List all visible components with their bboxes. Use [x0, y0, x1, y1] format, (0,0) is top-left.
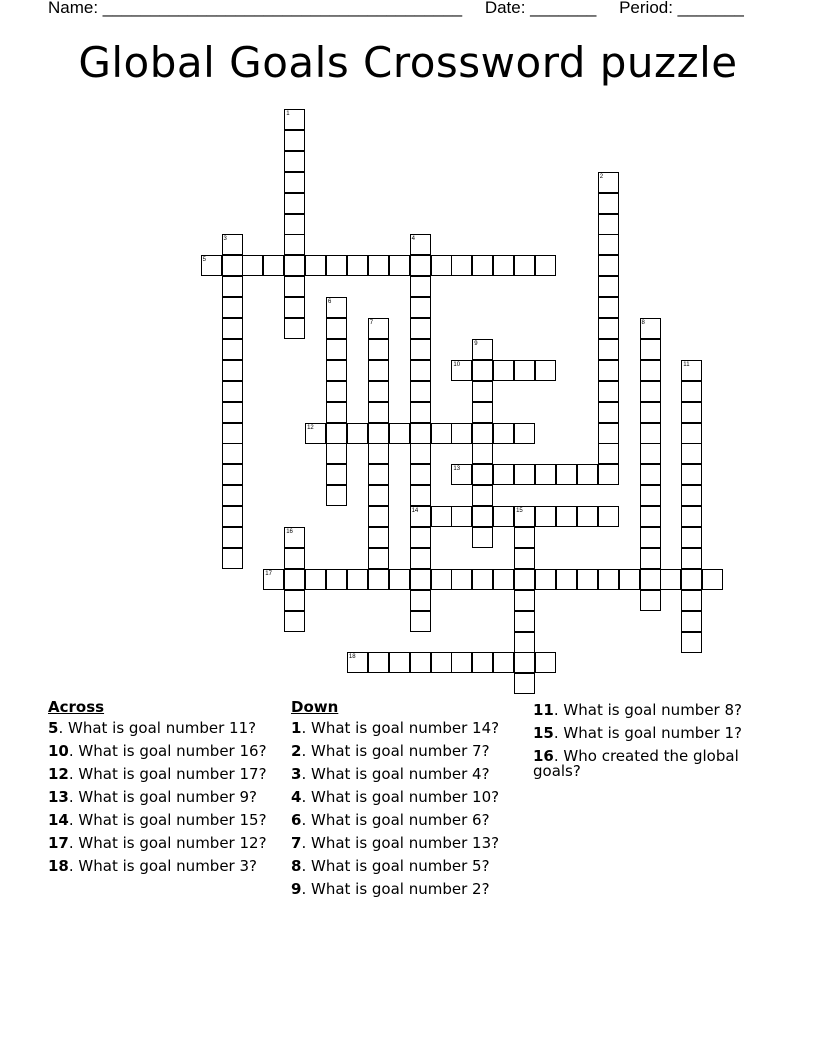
clue-number: 14 — [48, 811, 69, 829]
clue-number: 4 — [291, 788, 302, 806]
clue-number: 15 — [533, 724, 554, 742]
clue-number-label: 1 — [286, 111, 290, 117]
name-field[interactable]: Name: ______________________________________ — [48, 0, 463, 17]
grid-cell[interactable] — [410, 402, 431, 423]
grid-cell[interactable] — [681, 381, 702, 402]
grid-cell[interactable] — [535, 506, 556, 527]
grid-cell[interactable] — [326, 255, 347, 276]
grid-cell[interactable] — [222, 485, 243, 506]
grid-cell[interactable] — [514, 548, 535, 569]
clue-number: 18 — [48, 857, 69, 875]
grid-cell[interactable] — [284, 214, 305, 235]
clue-number: 12 — [48, 765, 69, 783]
page-title: Global Goals Crossword puzzle — [78, 38, 738, 87]
grid-cell[interactable] — [640, 569, 661, 590]
grid-cell[interactable] — [598, 276, 619, 297]
grid-cell[interactable] — [389, 569, 410, 590]
grid-cell[interactable] — [640, 360, 661, 381]
grid-cell[interactable] — [368, 569, 389, 590]
grid-cell[interactable] — [326, 485, 347, 506]
grid-cell[interactable] — [535, 360, 556, 381]
grid-cell[interactable] — [535, 569, 556, 590]
grid-cell[interactable] — [305, 255, 326, 276]
grid-cell[interactable] — [368, 506, 389, 527]
grid-cell[interactable] — [472, 402, 493, 423]
grid-cell[interactable] — [640, 464, 661, 485]
clue-text: What is goal number 2? — [310, 880, 490, 898]
grid-cell[interactable] — [472, 423, 493, 444]
grid-cell[interactable] — [410, 590, 431, 611]
clue-item: 17. What is goal number 12? — [48, 834, 267, 852]
grid-cell[interactable] — [222, 548, 243, 569]
grid-cell[interactable] — [284, 318, 305, 339]
grid-cell[interactable] — [493, 360, 514, 381]
grid-cell[interactable] — [222, 318, 243, 339]
grid-cell[interactable] — [451, 506, 472, 527]
clue-item: 13. What is goal number 9? — [48, 788, 257, 806]
grid-cell[interactable] — [535, 652, 556, 673]
grid-cell[interactable] — [410, 276, 431, 297]
grid-cell[interactable] — [598, 234, 619, 255]
clue-item: 10. What is goal number 16? — [48, 742, 267, 760]
grid-cell[interactable] — [410, 485, 431, 506]
grid-cell[interactable] — [472, 506, 493, 527]
grid-cell[interactable] — [681, 632, 702, 653]
clue-item: 1. What is goal number 14? — [291, 719, 500, 737]
grid-cell[interactable] — [514, 464, 535, 485]
clue-number-label: 8 — [641, 320, 645, 326]
grid-cell[interactable] — [514, 673, 535, 694]
clue-item: 14. What is goal number 15? — [48, 811, 267, 829]
clue-text: What is goal number 6? — [310, 811, 490, 829]
grid-cell[interactable] — [598, 339, 619, 360]
grid-cell[interactable] — [514, 590, 535, 611]
clue-number-label: 12 — [307, 424, 314, 431]
grid-cell[interactable] — [284, 590, 305, 611]
grid-cell[interactable] — [598, 297, 619, 318]
clue-number: 6 — [291, 811, 302, 829]
clue-number-label: 11 — [683, 361, 690, 368]
clue-text: What is goal number 15? — [78, 811, 267, 829]
grid-cell[interactable] — [472, 360, 493, 381]
clue-number-label: 15 — [516, 508, 523, 515]
grid-cell[interactable] — [410, 443, 431, 464]
grid-cell[interactable] — [284, 130, 305, 151]
grid-cell[interactable] — [598, 255, 619, 276]
grid-cell[interactable] — [577, 569, 598, 590]
clue-number: 17 — [48, 834, 69, 852]
grid-cell[interactable] — [681, 527, 702, 548]
clue-item: 2. What is goal number 7? — [291, 742, 490, 760]
grid-cell[interactable] — [681, 611, 702, 632]
grid-cell[interactable] — [222, 527, 243, 548]
grid-cell[interactable] — [305, 569, 326, 590]
grid-cell[interactable] — [222, 255, 243, 276]
clue-text: What is goal number 17? — [78, 765, 267, 783]
grid-cell[interactable] — [640, 423, 661, 444]
clue-text: What is goal number 12? — [78, 834, 267, 852]
across-clues — [48, 700, 278, 882]
grid-cell[interactable] — [535, 464, 556, 485]
grid-cell[interactable] — [640, 548, 661, 569]
grid-cell[interactable] — [472, 255, 493, 276]
grid-cell[interactable] — [368, 339, 389, 360]
grid-cell[interactable] — [410, 381, 431, 402]
clue-number: 5 — [48, 719, 59, 737]
grid-cell[interactable] — [681, 464, 702, 485]
grid-cell[interactable] — [410, 318, 431, 339]
clue-number-label: 3 — [223, 236, 227, 243]
grid-cell[interactable] — [326, 402, 347, 423]
clue-text: What is goal number 1? — [563, 724, 742, 742]
grid-cell[interactable] — [451, 255, 472, 276]
grid-cell[interactable] — [326, 318, 347, 339]
grid-cell[interactable] — [640, 527, 661, 548]
grid-cell[interactable] — [514, 632, 535, 653]
grid-cell[interactable] — [222, 464, 243, 485]
clue-number-label: 7 — [369, 320, 374, 326]
grid-cell[interactable] — [640, 485, 661, 506]
clue-item: 4. What is goal number 10? — [291, 788, 500, 806]
grid-cell[interactable] — [431, 652, 452, 673]
grid-cell[interactable] — [640, 381, 661, 402]
grid-cell[interactable] — [326, 381, 347, 402]
grid-cell[interactable] — [368, 548, 389, 569]
grid-cell[interactable] — [514, 527, 535, 548]
grid-cell[interactable] — [284, 151, 305, 172]
clue-text: What is goal number 5? — [310, 857, 490, 875]
grid-cell[interactable] — [514, 611, 535, 632]
grid-cell[interactable] — [410, 611, 431, 632]
grid-cell[interactable] — [514, 652, 535, 673]
grid-cell[interactable] — [493, 569, 514, 590]
across-heading: Across — [48, 698, 105, 716]
grid-cell[interactable] — [410, 255, 431, 276]
grid-cell[interactable] — [284, 297, 305, 318]
clue-number: 8 — [291, 857, 302, 875]
grid-cell[interactable] — [514, 569, 535, 590]
grid-cell[interactable] — [284, 569, 305, 590]
clue-number: 9 — [291, 880, 302, 898]
grid-cell[interactable] — [598, 318, 619, 339]
clue-number: 13 — [48, 788, 69, 806]
clue-number: 2 — [291, 742, 302, 760]
grid-cell[interactable] — [368, 423, 389, 444]
grid-cell[interactable] — [284, 234, 305, 255]
clue-number-label: 16 — [286, 529, 293, 535]
clue-number: 10 — [48, 742, 69, 760]
clue-number-label: 9 — [474, 340, 478, 347]
clue-number-label: 17 — [265, 570, 272, 577]
grid-cell[interactable] — [577, 464, 598, 485]
grid-cell[interactable] — [284, 193, 305, 214]
grid-cell[interactable] — [222, 506, 243, 527]
grid-cell[interactable] — [598, 423, 619, 444]
grid-cell[interactable] — [284, 548, 305, 569]
grid-cell[interactable] — [535, 255, 556, 276]
clue-text: What is goal number 7? — [310, 742, 490, 760]
clue-number-label: 6 — [328, 299, 332, 306]
clue-number-label: 2 — [599, 173, 604, 180]
grid-cell[interactable] — [598, 193, 619, 214]
grid-cell[interactable] — [410, 569, 431, 590]
clue-text: What is goal number 4? — [310, 765, 490, 783]
grid-cell[interactable] — [222, 423, 243, 444]
grid-cell[interactable] — [389, 255, 410, 276]
grid-cell[interactable] — [347, 255, 368, 276]
clue-number: 3 — [291, 765, 302, 783]
clue-item: 18. What is goal number 3? — [48, 857, 257, 875]
clue-item: 6. What is goal number 6? — [291, 811, 490, 829]
grid-cell[interactable] — [598, 360, 619, 381]
grid-cell[interactable] — [284, 611, 305, 632]
clue-number-label: 13 — [453, 466, 461, 473]
grid-cell[interactable] — [222, 443, 243, 464]
grid-cell[interactable] — [493, 464, 514, 485]
clue-item: 9. What is goal number 2? — [291, 880, 490, 898]
grid-cell[interactable] — [598, 464, 619, 485]
grid-cell[interactable] — [472, 652, 493, 673]
grid-cell[interactable] — [222, 297, 243, 318]
clue-number: 11 — [533, 701, 554, 719]
grid-cell[interactable] — [368, 381, 389, 402]
grid-cell[interactable] — [326, 569, 347, 590]
clue-item: 8. What is goal number 5? — [291, 857, 490, 875]
grid-cell[interactable] — [410, 527, 431, 548]
grid-cell[interactable] — [451, 423, 472, 444]
grid-cell[interactable] — [410, 423, 431, 444]
grid-cell[interactable] — [347, 569, 368, 590]
period-field[interactable]: Period: _______ — [619, 0, 744, 17]
grid-cell[interactable] — [326, 464, 347, 485]
grid-cell[interactable] — [493, 506, 514, 527]
clue-number-label: 18 — [348, 654, 356, 661]
grid-cell[interactable] — [660, 569, 681, 590]
grid-cell[interactable] — [681, 443, 702, 464]
grid-cell[interactable] — [472, 569, 493, 590]
grid-cell[interactable] — [598, 402, 619, 423]
grid-cell[interactable] — [640, 590, 661, 611]
clue-number-label: 14 — [411, 508, 419, 515]
down-clues-continued — [533, 703, 768, 787]
grid-cell[interactable] — [598, 569, 619, 590]
grid-cell[interactable] — [556, 506, 577, 527]
grid-cell[interactable] — [681, 548, 702, 569]
grid-cell[interactable] — [326, 443, 347, 464]
grid-cell[interactable] — [284, 172, 305, 193]
grid-cell[interactable] — [681, 590, 702, 611]
clue-text: What is goal number 3? — [78, 857, 257, 875]
grid-cell[interactable] — [222, 360, 243, 381]
grid-cell[interactable] — [681, 402, 702, 423]
grid-cell[interactable] — [326, 339, 347, 360]
grid-cell[interactable] — [472, 485, 493, 506]
clue-number-label: 5 — [202, 257, 206, 264]
grid-cell[interactable] — [222, 402, 243, 423]
grid-cell[interactable] — [451, 569, 472, 590]
down-clues — [291, 700, 521, 905]
grid-cell[interactable] — [514, 423, 535, 444]
clue-item: 11. What is goal number 8? — [533, 701, 742, 719]
clue-item: 16. Who created the global goals? — [533, 747, 739, 780]
clue-number: 7 — [291, 834, 302, 852]
grid-cell[interactable] — [472, 381, 493, 402]
grid-cell[interactable] — [284, 276, 305, 297]
grid-cell[interactable] — [640, 402, 661, 423]
grid-cell[interactable] — [242, 255, 263, 276]
grid-cell[interactable] — [472, 527, 493, 548]
grid-cell[interactable] — [451, 652, 472, 673]
grid-cell[interactable] — [368, 360, 389, 381]
clue-number: 16 — [533, 747, 554, 765]
grid-cell[interactable] — [326, 360, 347, 381]
clue-text: What is goal number 8? — [563, 701, 742, 719]
grid-cell[interactable] — [598, 214, 619, 235]
clue-text: What is goal number 9? — [78, 788, 257, 806]
grid-cell[interactable] — [598, 506, 619, 527]
grid-cell[interactable] — [410, 360, 431, 381]
grid-cell[interactable] — [368, 402, 389, 423]
grid-cell[interactable] — [368, 464, 389, 485]
grid-cell[interactable] — [368, 527, 389, 548]
clue-text: What is goal number 13? — [310, 834, 500, 852]
grid-cell[interactable] — [681, 506, 702, 527]
grid-cell[interactable] — [222, 339, 243, 360]
grid-cell[interactable] — [514, 360, 535, 381]
grid-cell[interactable] — [681, 569, 702, 590]
clue-text: Who created the global goals? — [533, 747, 739, 780]
clue-item: 5. What is goal number 11? — [48, 719, 257, 737]
grid-cell[interactable] — [410, 464, 431, 485]
grid-cell[interactable] — [619, 569, 640, 590]
grid-cell[interactable] — [493, 255, 514, 276]
grid-cell[interactable] — [472, 443, 493, 464]
grid-cell[interactable] — [410, 652, 431, 673]
grid-cell[interactable] — [410, 339, 431, 360]
grid-cell[interactable] — [681, 485, 702, 506]
grid-cell[interactable] — [431, 569, 452, 590]
clue-number: 1 — [291, 719, 302, 737]
grid-cell[interactable] — [493, 423, 514, 444]
grid-cell[interactable] — [368, 485, 389, 506]
grid-cell[interactable] — [410, 548, 431, 569]
grid-cell[interactable] — [431, 423, 452, 444]
date-field[interactable]: Date: _______ — [484, 0, 597, 17]
grid-cell[interactable] — [472, 464, 493, 485]
clue-item: 15. What is goal number 1? — [533, 724, 742, 742]
grid-cell[interactable] — [598, 381, 619, 402]
clue-text: What is goal number 11? — [67, 719, 257, 737]
grid-cell[interactable] — [702, 569, 723, 590]
grid-cell[interactable] — [431, 255, 452, 276]
clue-text: What is goal number 14? — [310, 719, 500, 737]
grid-cell[interactable] — [410, 297, 431, 318]
down-heading: Down — [291, 698, 339, 716]
grid-cell[interactable] — [577, 506, 598, 527]
grid-cell[interactable] — [263, 255, 284, 276]
clue-item: 3. What is goal number 4? — [291, 765, 490, 783]
grid-cell[interactable] — [347, 423, 368, 444]
clue-number-label: 4 — [411, 236, 415, 243]
grid-cell[interactable] — [681, 423, 702, 444]
grid-cell[interactable] — [493, 652, 514, 673]
clue-text: What is goal number 10? — [310, 788, 500, 806]
grid-cell[interactable] — [556, 464, 577, 485]
grid-cell[interactable] — [368, 255, 389, 276]
clue-item: 12. What is goal number 17? — [48, 765, 267, 783]
grid-cell[interactable] — [368, 652, 389, 673]
grid-cell[interactable] — [640, 506, 661, 527]
clue-text: What is goal number 16? — [78, 742, 267, 760]
grid-cell[interactable] — [431, 506, 452, 527]
grid-cell[interactable] — [368, 443, 389, 464]
grid-cell[interactable] — [389, 652, 410, 673]
grid-cell[interactable] — [514, 255, 535, 276]
grid-cell[interactable] — [284, 255, 305, 276]
grid-cell[interactable] — [389, 423, 410, 444]
clue-item: 7. What is goal number 13? — [291, 834, 500, 852]
grid-cell[interactable] — [640, 443, 661, 464]
grid-cell[interactable] — [640, 339, 661, 360]
grid-cell[interactable] — [326, 423, 347, 444]
grid-cell[interactable] — [222, 381, 243, 402]
grid-cell[interactable] — [222, 276, 243, 297]
clue-number-label: 10 — [453, 361, 461, 368]
grid-cell[interactable] — [598, 443, 619, 464]
grid-cell[interactable] — [556, 569, 577, 590]
